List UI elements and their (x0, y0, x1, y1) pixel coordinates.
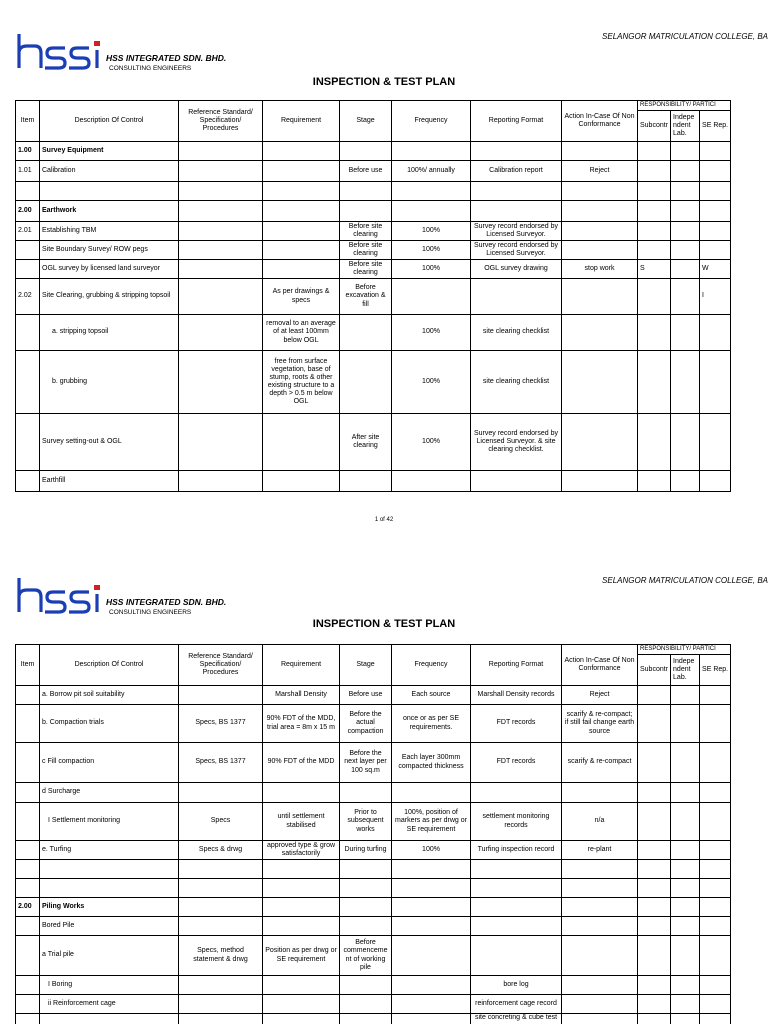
col-responsibility: RESPONSIBILITY/ PARTICI (638, 645, 731, 655)
table-row: a. stripping topsoil removal to an average of at least 100mm below OGL 100% site clearing checklist (16, 315, 731, 351)
table-row: OGL survey by licensed land surveyor Before site clearing 100% OGL survey drawing stop work S W (16, 260, 731, 279)
table-row: a. Borrow pit soil suitability Marshall Density Before use Each source Marshall Density records Reject (16, 686, 731, 705)
college-name: SELANGOR MATRICULATION COLLEGE, BA (602, 32, 768, 41)
col-subcon: Subcontr (638, 111, 671, 142)
table-row (16, 182, 731, 201)
table-row: 2.01 Establishing TBM Before site clearing 100% Survey record endorsed by Licensed Surveyor. (16, 222, 731, 241)
col-indep-lab: Indepe ndent Lab. (671, 655, 700, 686)
document-title: INSPECTION & TEST PLAN (312, 618, 456, 630)
col-reference: Reference Standard/ Specification/ Procedures (179, 101, 263, 142)
table-row: 1.00 Survey Equipment (16, 142, 731, 161)
col-indep-lab: Indepe ndent Lab. (671, 111, 700, 142)
col-frequency: Frequency (392, 645, 471, 686)
hssi-logo-icon (15, 576, 105, 618)
table-row (16, 860, 731, 879)
col-item: Item (16, 101, 40, 142)
itp-table-page-1 (15, 100, 731, 492)
col-reference: Reference Standard/ Specification/ Procedures (179, 645, 263, 686)
col-reporting: Reporting Format (471, 645, 562, 686)
company-division: CONSULTING ENGINEERS (109, 609, 192, 616)
table-row: b. grubbing free from surface vegetation, base of stump, roots & other existing structure to a depth > 0.5 m below OGL 100% site clearing checklist (16, 351, 731, 414)
table-row: 1.01 Calibration Before use 100%/ annually Calibration report Reject (16, 161, 731, 182)
table-row: site concreting & cube test (16, 1014, 731, 1024)
company-name: HSS INTEGRATED SDN. BHD. (106, 53, 227, 63)
hssi-logo-icon (15, 32, 105, 74)
company-name: HSS INTEGRATED SDN. BHD. (106, 597, 227, 607)
col-item: Item (16, 645, 40, 686)
table-row: 2.00 Earthwork (16, 201, 731, 222)
table-row (16, 879, 731, 898)
col-requirement: Requirement (263, 645, 340, 686)
page-2 (0, 562, 768, 1024)
itp-table-page-2 (15, 644, 731, 1024)
col-stage: Stage (340, 101, 392, 142)
table-row: 2.00 Piling Works (16, 898, 731, 917)
col-reporting: Reporting Format (471, 101, 562, 142)
page-number: 1 of 42 (374, 517, 394, 523)
college-name: SELANGOR MATRICULATION COLLEGE, BA (602, 576, 768, 585)
table-row: Survey setting-out & OGL After site clearing 100% Survey record endorsed by Licensed Surveyor. & site clearing checklist. (16, 414, 731, 471)
col-description: Description Of Control (40, 101, 179, 142)
table-row: I Settlement monitoring Specs until settlement stabilised Prior to subsequent works 100%, position of markers as per drwg or SE requirement settlement monitoring records n/a (16, 803, 731, 841)
table-row: ii Reinforcement cage reinforcement cage record (16, 995, 731, 1014)
table-row: I Boring bore log (16, 976, 731, 995)
document-title: INSPECTION & TEST PLAN (312, 76, 456, 88)
col-requirement: Requirement (263, 101, 340, 142)
col-responsibility: RESPONSIBILITY/ PARTICI (638, 101, 731, 111)
col-se-rep: SE Rep. (700, 655, 731, 686)
col-frequency: Frequency (392, 101, 471, 142)
table-row: a Trial pile Specs, method statement & drwg Position as per drwg or SE requirement Before commenceme nt of working pile (16, 936, 731, 976)
table-row: c Fill compaction Specs, BS 1377 90% FDT of the MDD Before the next layer per 100 sq.m Each layer 300mm compacted thickness FDT records scarify & re-compact (16, 743, 731, 783)
table-row: d Surcharge (16, 783, 731, 803)
table-row: b. Compaction trials Specs, BS 1377 90% FDT of the MDD, trial area = 8m x 15 m Before the actual compaction once or as per SE requirements. FDT records scarify & re-compact; if still fail change earth source (16, 705, 731, 743)
company-division: CONSULTING ENGINEERS (109, 65, 192, 72)
col-se-rep: SE Rep. (700, 111, 731, 142)
header-row-top (16, 645, 731, 655)
col-subcon: Subcontr (638, 655, 671, 686)
table-row: Bored Pile (16, 917, 731, 936)
table-row: 2.02 Site Clearing, grubbing & stripping topsoil As per drawings & specs Before excavation & fill I (16, 279, 731, 315)
col-action: Action In-Case Of Non Conformance (562, 645, 638, 686)
table-row: e. Turfing Specs & drwg approved type & grow satisfactorily During turfing 100% Turfing inspection record re-plant (16, 841, 731, 860)
col-action: Action In-Case Of Non Conformance (562, 101, 638, 142)
table-row: Site Boundary Survey/ ROW pegs Before site clearing 100% Survey record endorsed by Licensed Surveyor. (16, 241, 731, 260)
header-row-top (16, 101, 731, 111)
col-description: Description Of Control (40, 645, 179, 686)
col-stage: Stage (340, 645, 392, 686)
table-row: Earthfill (16, 471, 731, 492)
